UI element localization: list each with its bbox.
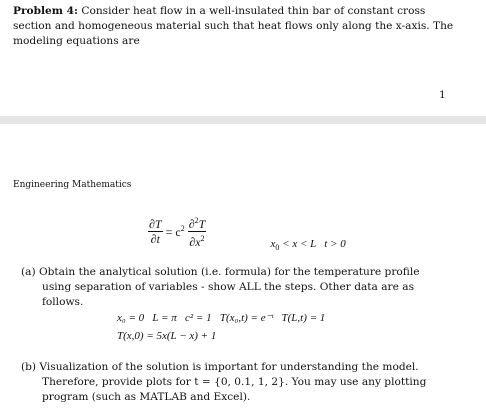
rhs-num-partial: ∂: [188, 217, 195, 231]
problem-line-3: modeling equations are: [13, 35, 140, 47]
part-b-line-2: Therefore, provide plots for t = {0, 0.1, 1, 2}. You may use any plotting: [42, 376, 427, 388]
equals-c: [166, 224, 185, 240]
running-header: Engineering Mathematics: [13, 180, 132, 190]
part-a: [21, 265, 481, 310]
part-a-line-2: using separation of variables - show ALL the steps. Other data are as: [42, 281, 415, 293]
domain-x: x: [270, 238, 276, 250]
part-a-data-1: x₀ = 0 L = π c² = 1 T(x₀,t) = e⁻ᵗ T(L,t) = 1: [117, 312, 326, 324]
lhs-fraction: [148, 217, 163, 246]
problem-line-1: [13, 4, 481, 19]
part-b-line-3: program (such as MATLAB and Excel).: [42, 391, 251, 403]
domain-rest: < x < L t > 0: [282, 238, 346, 250]
rhs-denominator: [189, 232, 204, 249]
page-break: [0, 116, 486, 124]
part-a-line-1: (a) Obtain the analytical solution (i.e. formula) for the temperature profile: [21, 266, 420, 278]
part-b: [21, 360, 481, 405]
problem-text-1: Consider heat flow in a well-insulated thin bar of constant cross: [81, 5, 426, 17]
lhs-denominator: ∂t: [150, 232, 160, 246]
rhs-num-exp: 2: [194, 216, 199, 225]
heat-equation: [146, 214, 208, 249]
part-a-data-2: T(x,0) = 5x(L − x) + 1: [117, 330, 217, 342]
part-a-line-3: follows.: [42, 296, 84, 308]
domain-condition: [265, 226, 346, 252]
rhs-den-exp: 2: [200, 234, 205, 243]
part-b-line-1: (b) Visualization of the solution is important for understanding the model.: [21, 361, 419, 373]
problem-label: Problem 4:: [13, 5, 78, 17]
domain-x-sub: 0: [275, 243, 280, 253]
page-number: 1: [439, 89, 446, 101]
rhs-den-partial: ∂x: [189, 235, 201, 249]
c-exponent: 2: [180, 223, 185, 233]
problem-statement: [13, 4, 481, 49]
rhs-numerator: [188, 214, 207, 232]
rhs-fraction: [188, 214, 207, 249]
equals-c-text: = c: [165, 224, 181, 239]
rhs-num-T: T: [198, 217, 206, 231]
lhs-numerator: ∂T: [149, 217, 162, 231]
problem-line-2: section and homogeneous material such that heat flows only along the x-axis. The: [13, 20, 454, 32]
